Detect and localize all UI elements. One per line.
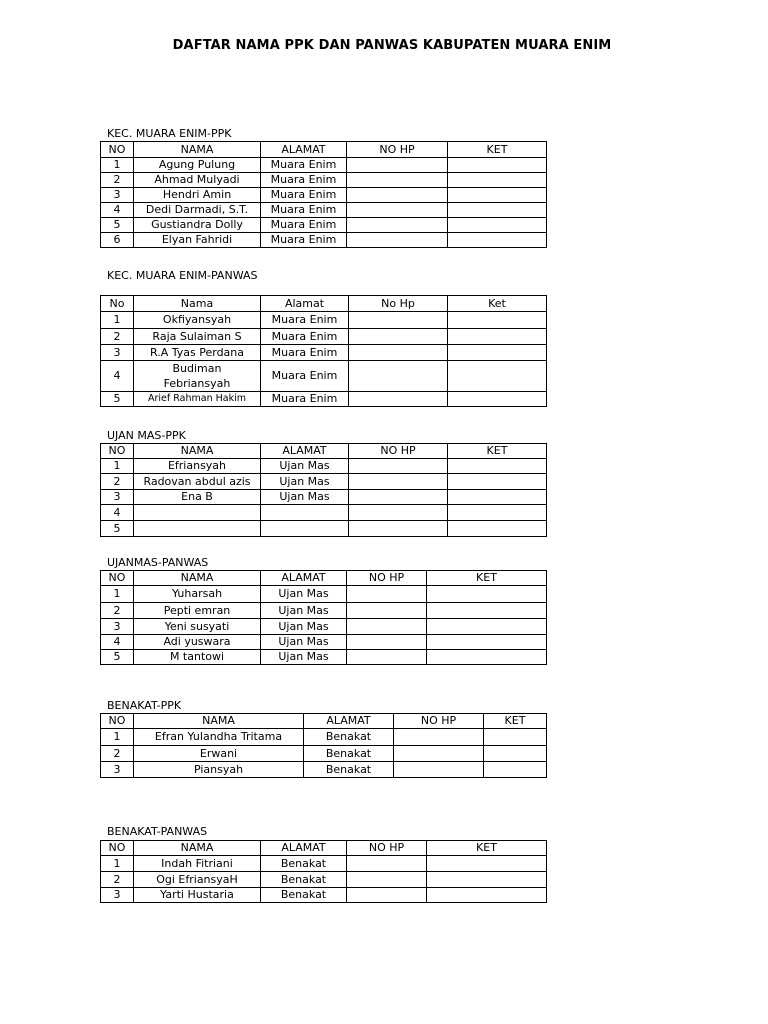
cell-no: 5: [101, 392, 134, 407]
table-row: [101, 521, 547, 537]
cell-nama: Yuharsah: [134, 586, 261, 603]
cell-no: 2: [101, 474, 134, 490]
cell-alamat: Ujan Mas: [261, 619, 347, 635]
cell-nama: Elyan Fahridi: [134, 233, 261, 248]
cell-nama: Gustiandra Dolly: [134, 218, 261, 233]
cell-no-hp: [349, 459, 448, 474]
cell-no-hp: [347, 650, 427, 665]
cell-alamat: Ujan Mas: [261, 650, 347, 665]
cell-no-hp: [347, 203, 448, 218]
cell-ket: [448, 203, 547, 218]
cell-nama: Efriansyah: [134, 459, 261, 474]
cell-ket: [448, 312, 547, 329]
cell-no: 1: [101, 729, 134, 746]
table-header-row: [101, 571, 547, 586]
cell-nama: Yeni susyati: [134, 619, 261, 635]
cell-no: 4: [101, 203, 134, 218]
section-label-ujan-mas-ppk: UJAN MAS-PPK: [107, 429, 186, 442]
cell-alamat: Muara Enim: [261, 233, 347, 248]
table-row: [101, 729, 547, 746]
header-no: NO: [101, 142, 134, 158]
cell-no: 2: [101, 872, 134, 888]
header-ket: KET: [448, 444, 547, 459]
cell-ket: [427, 586, 547, 603]
cell-nama: Efran Yulandha Tritama: [134, 729, 304, 746]
cell-no-hp: [347, 856, 427, 872]
table-header-row: [101, 296, 547, 312]
cell-no: 1: [101, 856, 134, 872]
cell-no: 3: [101, 888, 134, 903]
table-ujanmas-panwas: [100, 570, 547, 665]
cell-alamat: Ujan Mas: [261, 603, 347, 619]
cell-nama: Pepti emran: [134, 603, 261, 619]
cell-no-hp: [347, 586, 427, 603]
cell-alamat: Benakat: [304, 746, 394, 762]
table-row: [101, 459, 547, 474]
header-no: NO: [101, 841, 134, 856]
cell-alamat: Muara Enim: [261, 203, 347, 218]
header-alamat: ALAMAT: [304, 714, 394, 729]
header-nama: NAMA: [134, 571, 261, 586]
cell-nama: Ena B: [134, 490, 261, 505]
cell-ket: [427, 888, 547, 903]
table-row: [101, 474, 547, 490]
cell-alamat: Benakat: [261, 888, 347, 903]
header-alamat: ALAMAT: [261, 841, 347, 856]
cell-nama: R.A Tyas Perdana: [134, 345, 261, 361]
header-nama: Nama: [134, 296, 261, 312]
cell-nama: Agung Pulung: [134, 158, 261, 173]
cell-no: 1: [101, 158, 134, 173]
cell-alamat: Benakat: [304, 762, 394, 778]
cell-no-hp: [347, 635, 427, 650]
cell-no-hp: [349, 312, 448, 329]
header-no: NO: [101, 714, 134, 729]
header-alamat: ALAMAT: [261, 444, 349, 459]
cell-no-hp: [347, 158, 448, 173]
cell-ket: [448, 329, 547, 345]
table-row: [101, 635, 547, 650]
cell-no: 5: [101, 218, 134, 233]
cell-no-hp: [347, 188, 448, 203]
table-row: [101, 586, 547, 603]
cell-no: 5: [101, 521, 134, 537]
cell-alamat: Muara Enim: [261, 158, 347, 173]
cell-ket: [484, 729, 547, 746]
cell-no: 3: [101, 762, 134, 778]
cell-alamat: Benakat: [261, 872, 347, 888]
cell-nama: Piansyah: [134, 762, 304, 778]
cell-nama: Ahmad Mulyadi: [134, 173, 261, 188]
header-no: No: [101, 296, 134, 312]
cell-no: 3: [101, 619, 134, 635]
cell-ket: [427, 856, 547, 872]
cell-alamat: Ujan Mas: [261, 586, 347, 603]
cell-nama: Adi yuswara: [134, 635, 261, 650]
cell-no-hp: [347, 888, 427, 903]
table-row: [101, 203, 547, 218]
table-row: [101, 392, 547, 407]
cell-ket: [448, 392, 547, 407]
section-label-muara-enim-panwas: KEC. MUARA ENIM-PANWAS: [107, 269, 258, 282]
table-row: [101, 505, 547, 521]
table-row: [101, 872, 547, 888]
header-ket: KET: [427, 841, 547, 856]
cell-ket: [427, 872, 547, 888]
table-header-row: [101, 444, 547, 459]
header-nama: NAMA: [134, 714, 304, 729]
cell-nama: Okfiyansyah: [134, 312, 261, 329]
cell-no-hp: [349, 329, 448, 345]
cell-ket: [448, 474, 547, 490]
cell-alamat: [261, 521, 349, 537]
header-nama: NAMA: [134, 444, 261, 459]
table-header-row: [101, 714, 547, 729]
cell-nama: Yarti Hustaria: [134, 888, 261, 903]
table-row: [101, 490, 547, 505]
cell-ket: [448, 173, 547, 188]
cell-no: 4: [101, 635, 134, 650]
cell-no-hp: [347, 233, 448, 248]
cell-no-hp: [349, 392, 448, 407]
cell-alamat: Ujan Mas: [261, 490, 349, 505]
cell-alamat: Muara Enim: [261, 329, 349, 345]
table-row: [101, 173, 547, 188]
table-muara-enim-panwas: [100, 295, 547, 407]
cell-no-hp: [349, 345, 448, 361]
cell-nama: Hendri Amin: [134, 188, 261, 203]
page-title: DAFTAR NAMA PPK DAN PANWAS KABUPATEN MUARA ENIM: [172, 38, 612, 53]
table-row: [101, 329, 547, 345]
cell-no-hp: [347, 218, 448, 233]
table-row: [101, 312, 547, 329]
cell-nama: Budiman Febriansyah: [134, 361, 261, 392]
table-row: [101, 888, 547, 903]
table-benakat-panwas: [100, 840, 547, 903]
cell-alamat: Muara Enim: [261, 392, 349, 407]
cell-no: 4: [101, 361, 134, 392]
cell-ket: [427, 635, 547, 650]
cell-ket: [427, 619, 547, 635]
cell-ket: [448, 188, 547, 203]
cell-no: 2: [101, 173, 134, 188]
table-row: [101, 158, 547, 173]
cell-ket: [427, 650, 547, 665]
cell-alamat: Ujan Mas: [261, 635, 347, 650]
cell-ket: [448, 218, 547, 233]
cell-alamat: [261, 505, 349, 521]
section-label-ujanmas-panwas: UJANMAS-PANWAS: [107, 556, 209, 569]
header-ket: KET: [448, 142, 547, 158]
cell-ket: [484, 762, 547, 778]
cell-ket: [448, 459, 547, 474]
cell-nama: [134, 505, 261, 521]
table-header-row: [101, 142, 547, 158]
cell-no-hp: [349, 521, 448, 537]
cell-ket: [448, 505, 547, 521]
cell-ket: [427, 603, 547, 619]
table-row: [101, 218, 547, 233]
cell-nama: [134, 521, 261, 537]
cell-ket: [448, 233, 547, 248]
cell-no: 1: [101, 459, 134, 474]
cell-no: 3: [101, 490, 134, 505]
cell-no-hp: [347, 603, 427, 619]
header-ket: KET: [484, 714, 547, 729]
header-no: NO: [101, 444, 134, 459]
cell-no: 2: [101, 603, 134, 619]
cell-no-hp: [394, 762, 484, 778]
table-muara-enim-ppk: [100, 141, 547, 248]
cell-no-hp: [349, 474, 448, 490]
cell-alamat: Benakat: [304, 729, 394, 746]
cell-no: 3: [101, 188, 134, 203]
header-no-hp: No Hp: [349, 296, 448, 312]
table-row: [101, 650, 547, 665]
cell-no: 2: [101, 746, 134, 762]
section-label-benakat-ppk: BENAKAT-PPK: [107, 699, 182, 712]
table-row: [101, 619, 547, 635]
cell-no-hp: [394, 746, 484, 762]
cell-no: 1: [101, 312, 134, 329]
table-header-row: [101, 841, 547, 856]
header-no-hp: NO HP: [347, 142, 448, 158]
cell-no: 5: [101, 650, 134, 665]
section-label-muara-enim-ppk: KEC. MUARA ENIM-PPK: [107, 127, 232, 140]
cell-alamat: Muara Enim: [261, 173, 347, 188]
cell-nama: Radovan abdul azis: [134, 474, 261, 490]
cell-nama: Ogi EfriansyaH: [134, 872, 261, 888]
table-ujan-mas-ppk: [100, 443, 547, 537]
table-benakat-ppk: [100, 713, 547, 778]
table-row: [101, 746, 547, 762]
cell-ket: [448, 521, 547, 537]
cell-no: 2: [101, 329, 134, 345]
cell-alamat: Ujan Mas: [261, 474, 349, 490]
cell-no: 3: [101, 345, 134, 361]
cell-ket: [448, 158, 547, 173]
cell-no-hp: [349, 505, 448, 521]
header-ket: KET: [427, 571, 547, 586]
cell-nama: Arief Rahman Hakim: [134, 392, 261, 407]
table-row: [101, 762, 547, 778]
header-nama: NAMA: [134, 841, 261, 856]
cell-no: 1: [101, 586, 134, 603]
cell-no-hp: [349, 361, 448, 392]
cell-no-hp: [347, 619, 427, 635]
cell-alamat: Ujan Mas: [261, 459, 349, 474]
cell-alamat: Muara Enim: [261, 188, 347, 203]
header-nama: NAMA: [134, 142, 261, 158]
cell-no: 4: [101, 505, 134, 521]
cell-nama: Indah Fitriani: [134, 856, 261, 872]
table-row: [101, 233, 547, 248]
cell-no: 6: [101, 233, 134, 248]
cell-nama: Dedi Darmadi, S.T.: [134, 203, 261, 218]
cell-no-hp: [347, 173, 448, 188]
cell-alamat: Muara Enim: [261, 312, 349, 329]
header-no-hp: NO HP: [394, 714, 484, 729]
cell-nama: Erwani: [134, 746, 304, 762]
table-row: [101, 361, 547, 392]
cell-alamat: Muara Enim: [261, 361, 349, 392]
cell-no-hp: [349, 490, 448, 505]
cell-ket: [484, 746, 547, 762]
cell-ket: [448, 361, 547, 392]
cell-ket: [448, 490, 547, 505]
cell-no-hp: [347, 872, 427, 888]
cell-nama: M tantowi: [134, 650, 261, 665]
header-alamat: Alamat: [261, 296, 349, 312]
cell-alamat: Benakat: [261, 856, 347, 872]
header-no-hp: NO HP: [349, 444, 448, 459]
header-no-hp: NO HP: [347, 841, 427, 856]
table-row: [101, 856, 547, 872]
header-no-hp: NO HP: [347, 571, 427, 586]
section-label-benakat-panwas: BENAKAT-PANWAS: [107, 825, 208, 838]
cell-ket: [448, 345, 547, 361]
header-alamat: ALAMAT: [261, 571, 347, 586]
cell-alamat: Muara Enim: [261, 345, 349, 361]
cell-no-hp: [394, 729, 484, 746]
table-row: [101, 603, 547, 619]
cell-nama: Raja Sulaiman S: [134, 329, 261, 345]
cell-alamat: Muara Enim: [261, 218, 347, 233]
header-no: NO: [101, 571, 134, 586]
header-alamat: ALAMAT: [261, 142, 347, 158]
table-row: [101, 345, 547, 361]
header-ket: Ket: [448, 296, 547, 312]
table-row: [101, 188, 547, 203]
